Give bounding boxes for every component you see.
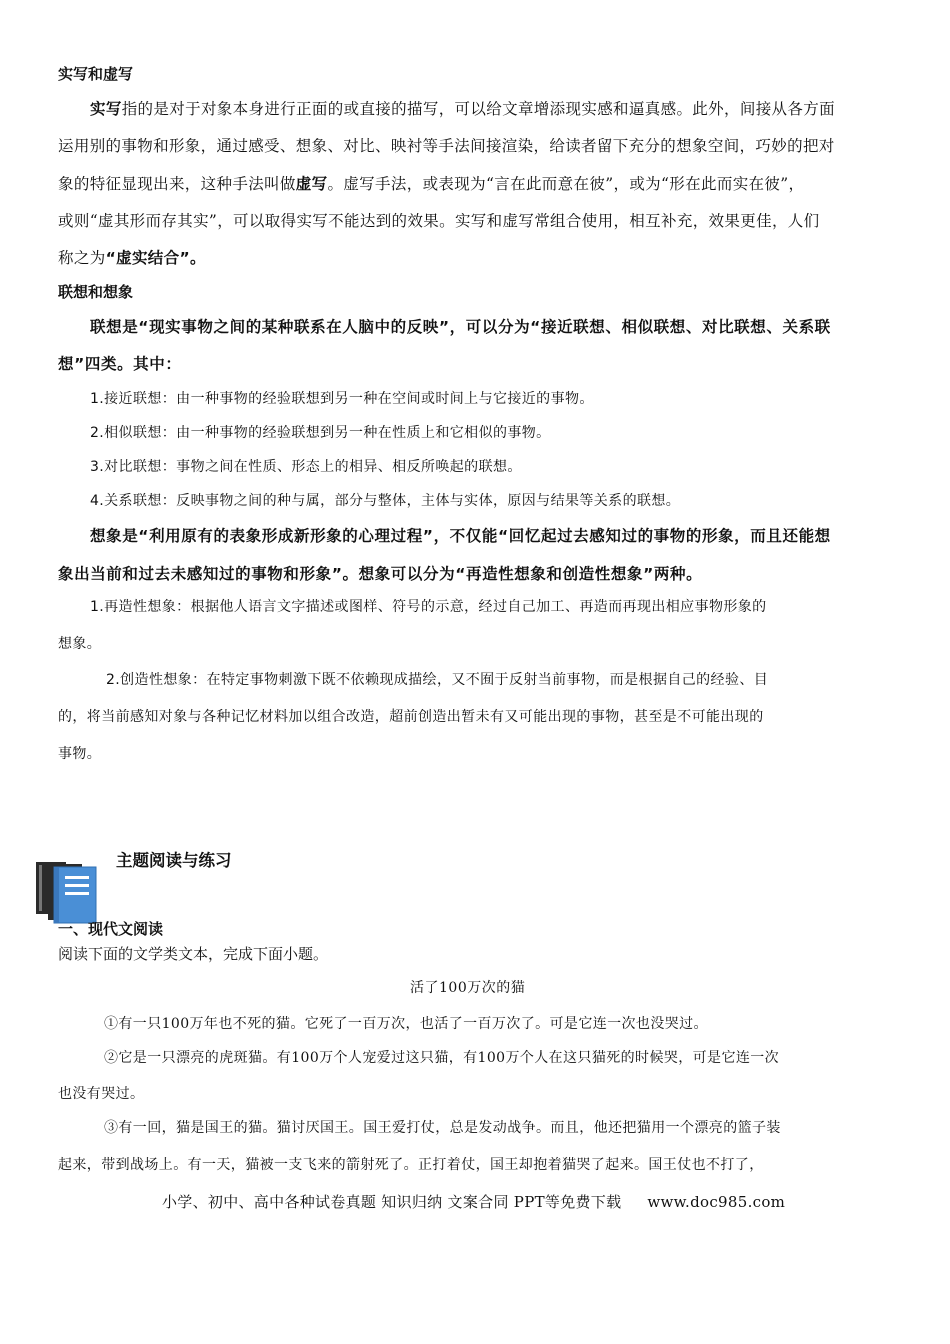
- story-paragraph: ①有一只100万年也不死的猫。它死了一百万次，也活了一百万次了。可是它连一次也没哭过。: [104, 1016, 708, 1032]
- story-title: 活了100万次的猫: [410, 980, 526, 996]
- imagination-definition-line: 象出当前和过去未感知过的事物和形象”。想象可以分为“再造性想象和创造性想象”两种。: [58, 565, 703, 583]
- paragraph-line: 象的特征显现出来，这种手法叫做虚写。虚写手法，或表现为“言在此而意在彼”，或为“形在此而实在彼”，: [58, 175, 805, 193]
- story-paragraph: ②它是一只漂亮的虎斑猫。有100万个人宠爱过这只猫，有100万个人在这只猫死的时候哭，可是它连一次: [104, 1050, 780, 1066]
- part-heading: 一、现代文阅读: [58, 920, 164, 938]
- instruction: 阅读下面的文学类文本，完成下面小题。: [58, 945, 329, 963]
- creative-imagination-cont: 的，将当前感知对象与各种记忆材料加以组合改造，超前创造出暂未有又可能出现的事物，甚至是不可能出现的: [58, 709, 764, 725]
- paragraph-line: 称之为“虚实结合”。: [58, 249, 206, 267]
- creative-imagination-cont: 事物。: [58, 746, 102, 762]
- paragraph-line: 实写指的是对于对象本身进行正面的或直接的描写，可以给文章增添现实感和逼真感。此外，间接从各方面: [90, 100, 835, 118]
- section-heading-association-imagination: 联想和想象: [58, 283, 134, 301]
- footer: [162, 1191, 785, 1212]
- association-item: 3.对比联想：事物之间在性质、形态上的相异、相反所唤起的联想。: [90, 459, 522, 475]
- bold-term: 实写: [90, 100, 122, 118]
- reproductive-imagination: 1.再造性想象：根据他人语言文字描述或图样、符号的示意，经过自己加工、再造而再现出相应事物形象的: [90, 599, 767, 615]
- book-icon: [34, 858, 98, 924]
- imagination-definition-line: 想象是“利用原有的表象形成新形象的心理过程”，不仅能“回忆起过去感知过的事物的形象，而且还能想: [90, 527, 831, 545]
- bold-term: “虚实结合”。: [105, 249, 206, 267]
- association-item: 2.相似联想：由一种事物的经验联想到另一种在性质上和它相似的事物。: [90, 425, 551, 441]
- footer-text: 小学、初中、高中各种试卷真题 知识归纳 文案合同 PPT等免费下载: [162, 1193, 622, 1211]
- association-item: 4.关系联想：反映事物之间的种与属，部分与整体，主体与实体，原因与结果等关系的联想。: [90, 493, 681, 509]
- practice-title: 主题阅读与练习: [116, 851, 232, 870]
- section-heading-real-virtual: 实写和虚写: [58, 65, 134, 83]
- story-paragraph: ③有一回，猫是国王的猫。猫讨厌国王。国王爱打仗，总是发动战争。而且，他还把猫用一个漂亮的篮子装: [104, 1120, 781, 1136]
- paragraph-line: 运用别的事物和形象，通过感受、想象、对比、映衬等手法间接渲染，给读者留下充分的想象空间，巧妙的把对: [58, 137, 835, 155]
- story-paragraph: 也没有哭过。: [58, 1086, 145, 1102]
- story-paragraph: 起来，带到战场上。有一天，猫被一支飞来的箭射死了。正打着仗，国王却抱着猫哭了起来。国王仗也不打了，: [58, 1157, 764, 1173]
- association-item: 1.接近联想：由一种事物的经验联想到另一种在空间或时间上与它接近的事物。: [90, 391, 594, 407]
- bold-term: 虚写: [295, 175, 328, 193]
- reproductive-imagination-cont: 想象。: [58, 636, 102, 652]
- creative-imagination: 2.创造性想象：在特定事物刺激下既不依赖现成描绘，又不囿于反射当前事物，而是根据自己的经验、目: [106, 672, 769, 688]
- paragraph-line: 或则“虚其形而存其实”，可以取得实写不能达到的效果。实写和虚写常组合使用，相互补充，效果更佳，人们: [58, 212, 820, 230]
- footer-url[interactable]: www.doc985.com: [647, 1193, 786, 1211]
- association-definition-line: 想”四类。其中：: [58, 355, 182, 373]
- association-definition-line: 联想是“现实事物之间的某种联系在人脑中的反映”，可以分为“接近联想、相似联想、对比联想、关系联: [90, 318, 831, 336]
